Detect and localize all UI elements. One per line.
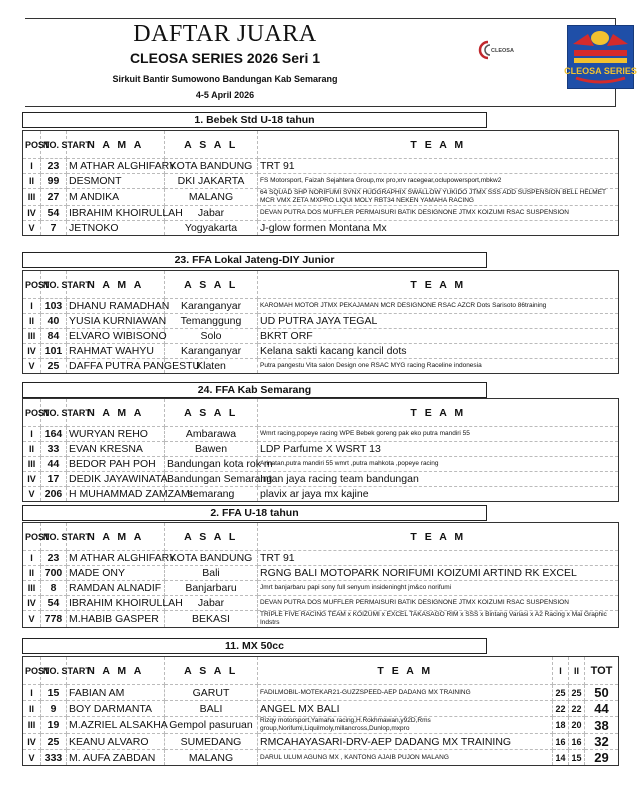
rider-name: RAMDAN ALNADIF (67, 581, 165, 596)
start-number: 15 (41, 685, 67, 701)
table-row (23, 427, 619, 442)
header-row (23, 271, 619, 299)
column-header-post: POST (23, 657, 41, 685)
position: III (23, 189, 41, 206)
column-header-nama: N A M A (67, 131, 165, 159)
moto-1-points: 22 (553, 701, 569, 717)
start-number: 8 (41, 581, 67, 596)
position: III (23, 581, 41, 596)
moto-1-points: 25 (553, 685, 569, 701)
moto-1-points: 18 (553, 717, 569, 734)
table-row (23, 487, 619, 502)
team: Putra pangestu Vita salon Design one RSAC MYG racing Raceline indonesia (258, 359, 619, 374)
rider-name: KEANU ALVARO (67, 734, 165, 750)
origin: KOTA BANDUNG (165, 159, 258, 174)
moto-1-points: 16 (553, 734, 569, 750)
position: V (23, 611, 41, 628)
origin: MALANG (165, 750, 258, 766)
table-row (23, 701, 619, 717)
rider-name: JETNOKO (67, 221, 165, 236)
table-row (23, 359, 619, 374)
position: V (23, 750, 41, 766)
table-row (23, 174, 619, 189)
team: BKRT ORF (258, 329, 619, 344)
column-header-no: NO. START (41, 271, 67, 299)
table-row (23, 472, 619, 487)
start-number: 101 (41, 344, 67, 359)
column-header-tot: TOT (585, 657, 619, 685)
rider-name: BOY DARMANTA (67, 701, 165, 717)
column-header-no: NO. START (41, 523, 67, 551)
section-title: 1. Bebek Std U-18 tahun (22, 112, 487, 128)
page-title: DAFTAR JUARA (133, 21, 317, 47)
table-row (23, 611, 619, 628)
total-points: 50 (585, 685, 619, 701)
table-row (23, 596, 619, 611)
event-date: 4-5 April 2026 (195, 90, 255, 100)
team: Arinatan,putra mandiri 55 wmrt ,putra mahkota ,popeye racing (258, 457, 619, 472)
team: J-glow formen Montana Mx (258, 221, 619, 236)
rider-name: IBRAHIM KHOIRULLAH (67, 596, 165, 611)
team: DEVAN PUTRA DOS MUFFLER PERMAISURI BATIK DESIGNONE JTMX KOIZUMI RSAC SUSPENSION (258, 596, 619, 611)
start-number: 17 (41, 472, 67, 487)
table-row (23, 221, 619, 236)
column-header-asal: A S A L (165, 523, 258, 551)
column-header-nama: N A M A (67, 271, 165, 299)
table-row (23, 457, 619, 472)
column-header-asal: A S A L (165, 131, 258, 159)
table-row (23, 329, 619, 344)
start-number: 778 (41, 611, 67, 628)
team: DEVAN PUTRA DOS MUFFLER PERMAISURI BATIK DESIGNONE JTMX KOIZUMI RSAC SUSPENSION (258, 206, 619, 221)
position: III (23, 717, 41, 734)
table-row (23, 750, 619, 766)
results-table (22, 398, 619, 502)
team: FS Motorsport, Faizah Sejahtera Group,mx pro,xrv racegear,oclupowersport,mbkw2 (258, 174, 619, 189)
results-table (22, 130, 619, 236)
rider-name: EVAN KRESNA (67, 442, 165, 457)
column-header-no: NO. START (41, 131, 67, 159)
rider-name: DHANU RAMADHAN (67, 299, 165, 314)
rider-name: M ATHAR ALGHIFARY (67, 551, 165, 566)
team: TRT 91 (258, 551, 619, 566)
rider-name: BEDOR PAH POH (67, 457, 165, 472)
origin: Temanggung (165, 314, 258, 329)
team: DARUL ULUM AGUNG MX , KANTONG AJAIB PUJON MALANG (258, 750, 553, 766)
team: RGNG BALI MOTOPARK NORIFUMI KOIZUMI ARTIND RK EXCEL (258, 566, 619, 581)
rider-name: M.HABIB GASPER (67, 611, 165, 628)
position: I (23, 159, 41, 174)
rider-name: DEDIK JAYAWINATA (67, 472, 165, 487)
column-header-team: T E A M (258, 131, 619, 159)
svg-text:CLEOSA: CLEOSA (491, 48, 514, 54)
column-header-asal: A S A L (165, 399, 258, 427)
rider-name: M. AUFA ZABDAN (67, 750, 165, 766)
column-header-team: T E A M (258, 657, 553, 685)
origin: Bandungan kota rok m (165, 457, 258, 472)
position: II (23, 174, 41, 189)
header-row (23, 657, 619, 685)
team: LDP Parfume X WSRT 13 (258, 442, 619, 457)
start-number: 54 (41, 206, 67, 221)
team: FADILMOBIL-MOTEKAR21-GUZZSPEED-AEP DADANG MX TRAINING (258, 685, 553, 701)
origin: Jabar (165, 206, 258, 221)
start-number: 54 (41, 596, 67, 611)
team: Intan jaya racing team bandungan (258, 472, 619, 487)
section-title: 24. FFA Kab Semarang (22, 382, 487, 398)
start-number: 99 (41, 174, 67, 189)
position: I (23, 685, 41, 701)
origin: DKI JAKARTA (165, 174, 258, 189)
start-number: 7 (41, 221, 67, 236)
start-number: 333 (41, 750, 67, 766)
origin: KOTA BANDUNG (165, 551, 258, 566)
position: I (23, 299, 41, 314)
team: RMCAHAYASARI-DRV-AEP DADANG MX TRAINING (258, 734, 553, 750)
svg-text:CLEOSA SERIES: CLEOSA SERIES (564, 66, 637, 76)
table-row (23, 189, 619, 206)
origin: Bawen (165, 442, 258, 457)
position: II (23, 566, 41, 581)
table-row (23, 299, 619, 314)
moto-2-points: 15 (569, 750, 585, 766)
origin: Ambarawa (165, 427, 258, 442)
origin: Banjarbaru (165, 581, 258, 596)
table-row (23, 685, 619, 701)
start-number: 19 (41, 717, 67, 734)
origin: MALANG (165, 189, 258, 206)
column-header-no: NO. START (41, 399, 67, 427)
results-table (22, 656, 619, 766)
team: Rizqy motorsport,Yamaha racing,H.Rokhmawan,y92D,Rms group,Norifumi,Liquilmoly,millancross,Dunlop,mxpro (258, 717, 553, 734)
position: IV (23, 596, 41, 611)
table-row (23, 206, 619, 221)
origin: Gempol pasuruan (165, 717, 258, 734)
section-title: 11. MX 50cc (22, 638, 487, 654)
position: IV (23, 206, 41, 221)
position: V (23, 487, 41, 502)
table-row (23, 734, 619, 750)
total-points: 29 (585, 750, 619, 766)
team: Kelana sakti kacang kancil dots (258, 344, 619, 359)
origin: Yogyakarta (165, 221, 258, 236)
column-header-r1: I (553, 657, 569, 685)
rider-name: DAFFA PUTRA PANGESTU (67, 359, 165, 374)
table-row (23, 717, 619, 734)
origin: Karanganyar (165, 344, 258, 359)
start-number: 103 (41, 299, 67, 314)
table-row (23, 566, 619, 581)
moto-2-points: 16 (569, 734, 585, 750)
position: III (23, 457, 41, 472)
table-row (23, 314, 619, 329)
column-header-nama: N A M A (67, 399, 165, 427)
table-row (23, 159, 619, 174)
results-table (22, 270, 619, 374)
section-title: 23. FFA Lokal Jateng-DIY Junior (22, 252, 487, 268)
team: KAROMAH MOTOR JTMX PEKAJAMAN MCR DESIGNONE RSAC AZCR Dots Sarisoto 86training (258, 299, 619, 314)
position: II (23, 442, 41, 457)
team: 64 SQUAD SHP NORIFUMI SVNX HUDGRAPHIX SWALLOW YUKIDO JTMX SSS ADD SUSPENSION BELL HELMET MCR VMX ZETA MXPRO LIQUI MOLY RBT34 NEKEN YAMAHA RACING (258, 189, 619, 206)
position: IV (23, 344, 41, 359)
column-header-nama: N A M A (67, 657, 165, 685)
column-header-r2: II (569, 657, 585, 685)
rider-name: ELVARO WIBISONO (67, 329, 165, 344)
start-number: 23 (41, 159, 67, 174)
moto-2-points: 20 (569, 717, 585, 734)
position: II (23, 701, 41, 717)
header-box (25, 18, 637, 107)
venue: Sirkuit Bantir Sumowono Bandungan Kab Semarang (112, 74, 338, 84)
team: TRIPLE FIVE RACING TEAM x KOIZUMI x EXCEL TAKASAGO RIM x SSS x Bintang Variasi x A2 Racing x Mai Graphic Indstrs (258, 611, 619, 628)
table-row (23, 581, 619, 596)
position: I (23, 427, 41, 442)
rider-name: YUSIA KURNIAWAN (67, 314, 165, 329)
origin: semarang (165, 487, 258, 502)
column-header-post: POST (23, 399, 41, 427)
rider-name: FABIAN AM (67, 685, 165, 701)
rider-name: IBRAHIM KHOIRULLAH (67, 206, 165, 221)
header-row (23, 523, 619, 551)
rider-name: M ATHAR ALGHIFARY (67, 159, 165, 174)
start-number: 25 (41, 359, 67, 374)
team: Jmrt banjarbaru papi sony full senyum insideninght jm&co norifumi (258, 581, 619, 596)
origin: Bali (165, 566, 258, 581)
team: plavix ar jaya mx kajine (258, 487, 619, 502)
team: UD PUTRA JAYA TEGAL (258, 314, 619, 329)
position: V (23, 221, 41, 236)
position: V (23, 359, 41, 374)
event-subtitle: CLEOSA SERIES 2026 Seri 1 (129, 50, 321, 66)
column-header-asal: A S A L (165, 271, 258, 299)
column-header-post: POST (23, 523, 41, 551)
table-row (23, 551, 619, 566)
column-header-team: T E A M (258, 523, 619, 551)
total-points: 44 (585, 701, 619, 717)
column-header-no: NO. START (41, 657, 67, 685)
start-number: 206 (41, 487, 67, 502)
rider-name: RAHMAT WAHYU (67, 344, 165, 359)
position: I (23, 551, 41, 566)
column-header-team: T E A M (258, 399, 619, 427)
cleosa-series-badge (564, 25, 637, 89)
column-header-post: POST (23, 271, 41, 299)
rider-name: WURYAN REHO (67, 427, 165, 442)
total-points: 32 (585, 734, 619, 750)
start-number: 44 (41, 457, 67, 472)
origin: Solo (165, 329, 258, 344)
position: II (23, 314, 41, 329)
start-number: 27 (41, 189, 67, 206)
rider-name: M.AZRIEL ALSAKHA (67, 717, 165, 734)
origin: BEKASI (165, 611, 258, 628)
column-header-team: T E A M (258, 271, 619, 299)
cleosa-logo (478, 40, 518, 60)
start-number: 164 (41, 427, 67, 442)
start-number: 23 (41, 551, 67, 566)
start-number: 25 (41, 734, 67, 750)
table-row (23, 344, 619, 359)
total-points: 38 (585, 717, 619, 734)
origin: SUMEDANG (165, 734, 258, 750)
start-number: 40 (41, 314, 67, 329)
moto-1-points: 14 (553, 750, 569, 766)
team: TRT 91 (258, 159, 619, 174)
header-row (23, 131, 619, 159)
team: Wmrt racing,popeye racing WPE Bebek goreng pak eko putra mandiri 55 (258, 427, 619, 442)
origin: Karanganyar (165, 299, 258, 314)
start-number: 84 (41, 329, 67, 344)
origin: Bandungan Semarang (165, 472, 258, 487)
position: IV (23, 734, 41, 750)
column-header-nama: N A M A (67, 523, 165, 551)
origin: GARUT (165, 685, 258, 701)
position: III (23, 329, 41, 344)
origin: Klaten (165, 359, 258, 374)
section-title: 2. FFA U-18 tahun (22, 505, 487, 521)
origin: Jabar (165, 596, 258, 611)
results-table (22, 522, 619, 628)
rider-name: H MUHAMMAD ZAMZAMI (67, 487, 165, 502)
start-number: 700 (41, 566, 67, 581)
column-header-asal: A S A L (165, 657, 258, 685)
moto-2-points: 25 (569, 685, 585, 701)
position: IV (23, 472, 41, 487)
rider-name: M ANDIKA (67, 189, 165, 206)
header-row (23, 399, 619, 427)
rider-name: DESMONT (67, 174, 165, 189)
start-number: 33 (41, 442, 67, 457)
column-header-post: POST (23, 131, 41, 159)
moto-2-points: 22 (569, 701, 585, 717)
origin: BALI (165, 701, 258, 717)
rider-name: MADE ONY (67, 566, 165, 581)
table-row (23, 442, 619, 457)
start-number: 9 (41, 701, 67, 717)
team: ANGEL MX BALI (258, 701, 553, 717)
